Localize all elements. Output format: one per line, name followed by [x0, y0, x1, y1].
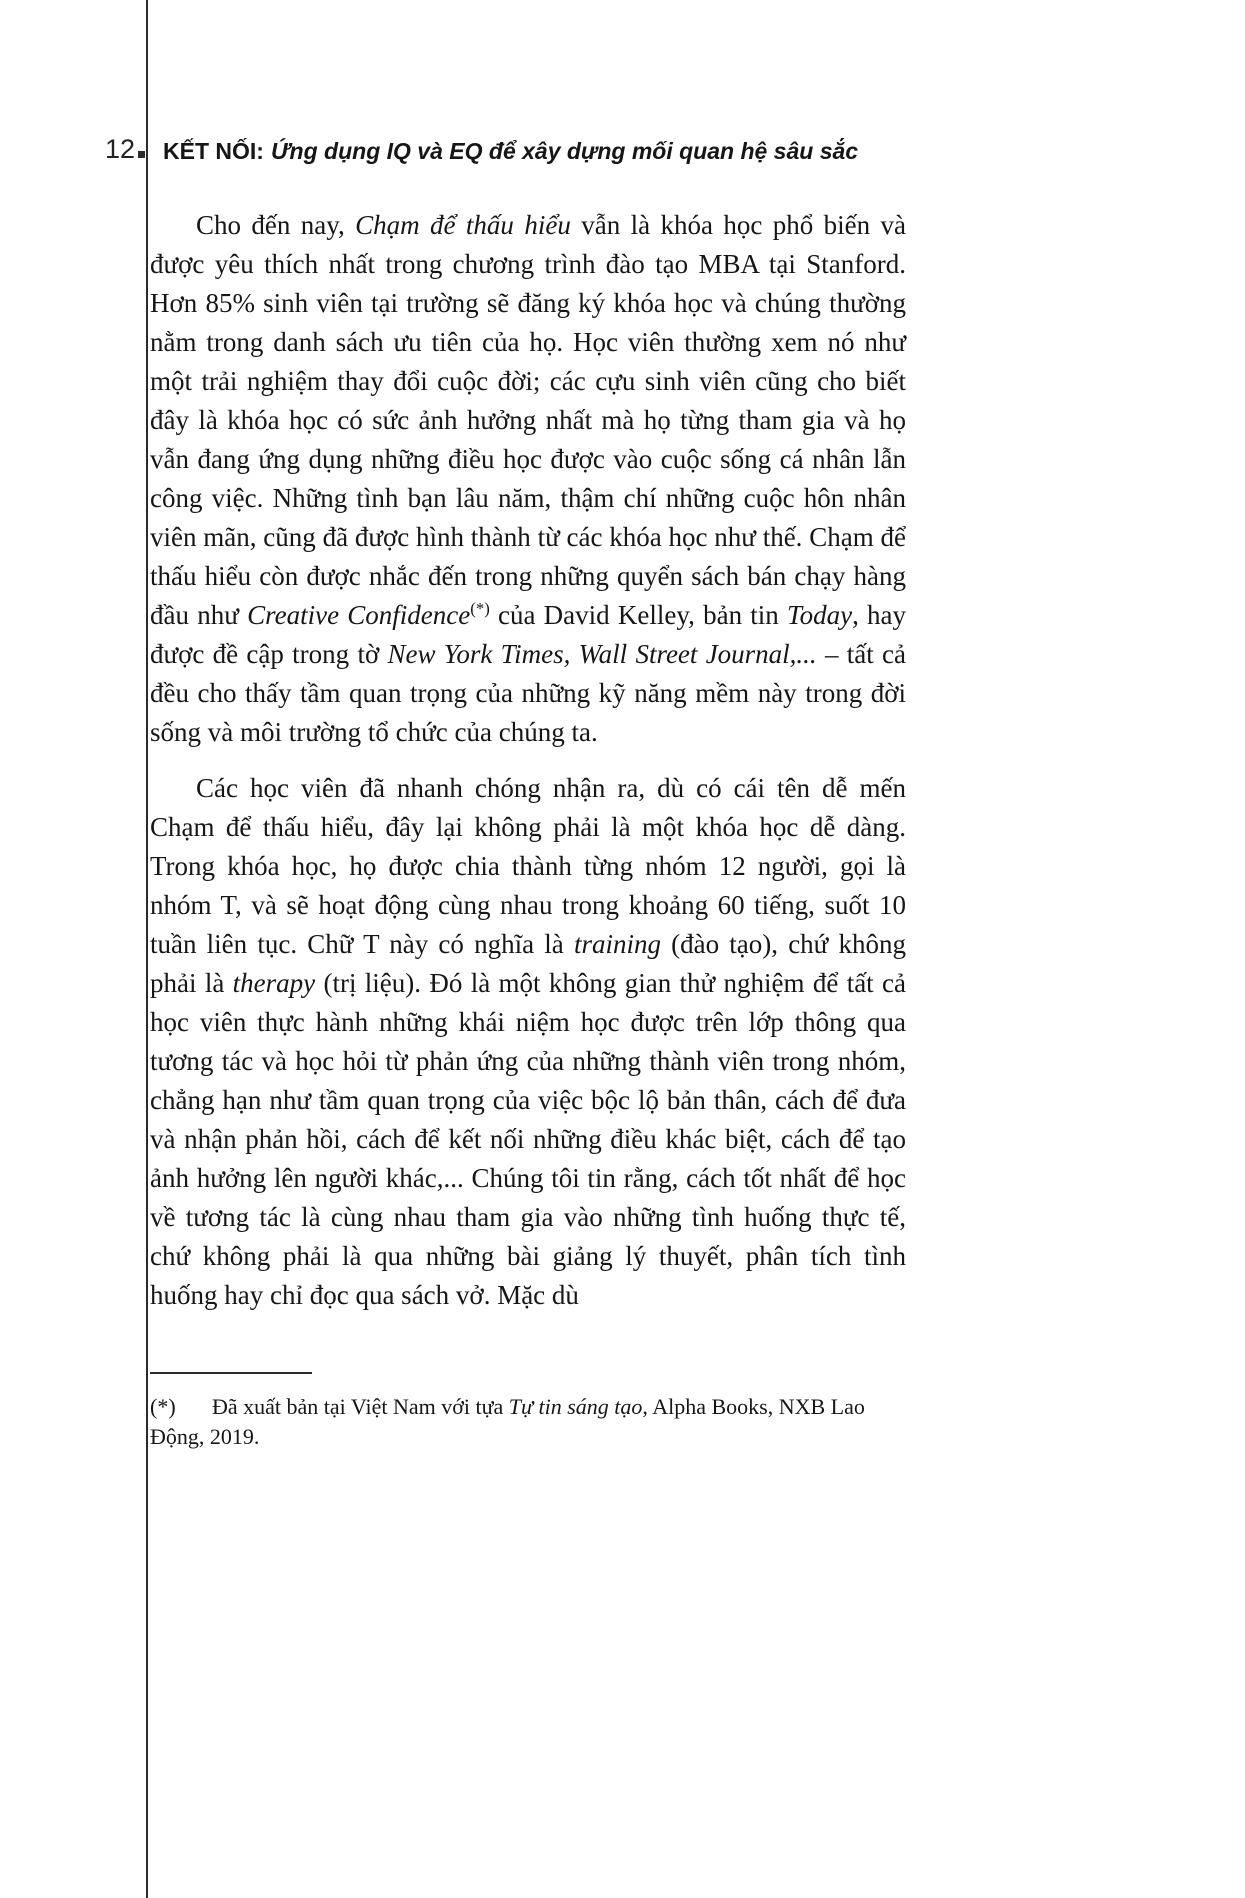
footnote: [150, 1392, 906, 1452]
paragraph-2: Các học viên đã nhanh chóng nhận ra, dù có cái tên dễ mến Chạm để thấu hiểu, đây lại không phải là một khóa học dễ dàng. Trong khóa học, họ được chia thành từng nhóm 12 người, gọi là nhóm T, và sẽ hoạt động cùng nhau trong khoảng 60 tiếng, suốt 10 tuần liên tục. Chữ T này có nghĩa là training (đào tạo), chứ không phải là therapy (trị liệu). Đó là một không gian thử nghiệm để tất cả học viên thực hành những khái niệm học được trên lớp thông qua tương tác và học hỏi từ phản ứng của những thành viên trong nhóm, chẳng hạn như tầm quan trọng của việc bộc lộ bản thân, cách để đưa và nhận phản hồi, cách để kết nối những điều khác biệt, cách để tạo ảnh hưởng lên người khác,... Chúng tôi tin rằng, cách tốt nhất để học về tương tác là cùng nhau tham gia vào những tình huống thực tế, chứ không phải là qua những bài giảng lý thuyết, phân tích tình huống hay chỉ đọc qua sách vở. Mặc dù: [150, 773, 906, 1310]
footnote-divider: [150, 1372, 312, 1374]
footnote-marker: (*): [150, 1394, 176, 1419]
running-header: [163, 138, 923, 165]
body-text: [150, 206, 906, 1332]
page-number: 12: [105, 134, 136, 164]
footnote-text: Đã xuất bản tại Việt Nam với tựa Tự tin sáng tạo, Alpha Books, NXB Lao Động, 2019.: [150, 1394, 865, 1449]
page-margin-rule: [146, 0, 148, 1898]
header-marker-dot: [138, 151, 145, 158]
book-subtitle: Ứng dụng IQ và EQ để xây dựng mối quan hệ sâu sắc: [270, 138, 859, 164]
paragraph-1: Cho đến nay, Chạm để thấu hiểu vẫn là khóa học phổ biến và được yêu thích nhất trong chương trình đào tạo MBA tại Stanford. Hơn 85% sinh viên tại trường sẽ đăng ký khóa học và chúng thường nằm trong danh sách ưu tiên của họ. Học viên thường xem nó như một trải nghiệm thay đổi cuộc đời; các cựu sinh viên cũng cho biết đây là khóa học có sức ảnh hưởng nhất mà họ từng tham gia và họ vẫn đang ứng dụng những điều học được vào cuộc sống cá nhân lẫn công việc. Những tình bạn lâu năm, thậm chí những cuộc hôn nhân viên mãn, cũng đã được hình thành từ các khóa học như thế. Chạm để thấu hiểu còn được nhắc đến trong những quyển sách bán chạy hàng đầu như Creative Confidence(*) của David Kelley, bản tin Today, hay được đề cập trong tờ New York Times, Wall Street Journal,... – tất cả đều cho thấy tầm quan trọng của những kỹ năng mềm này trong đời sống và môi trường tổ chức của chúng ta.: [150, 210, 907, 747]
book-title: KẾT NỐI:: [163, 138, 264, 164]
